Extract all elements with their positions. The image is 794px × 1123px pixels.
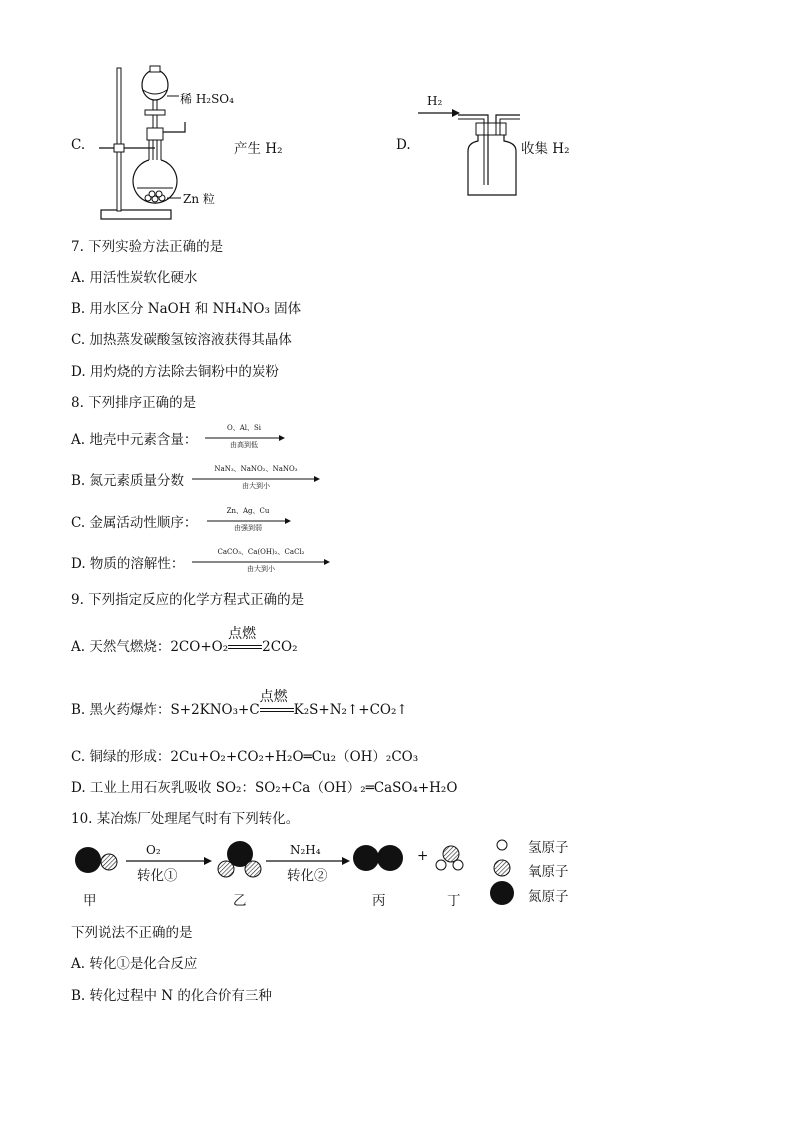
question-9-option-d[interactable]: D. 工业上用石灰乳吸收 SO₂：SO₂+Ca（OH）₂═CaSO₄+H₂O [71,780,458,796]
option-a-products: 2CO₂ [262,639,298,655]
question-8-stem: 8. 下列排序正确的是 [71,395,197,411]
option-b-arrow-top: NaN₃、NaNO₂、NaNO₃ [214,465,298,473]
ding-hydrogen-atom-1 [436,860,446,870]
option-a-arrow-bottom: 由高到低 [230,441,258,449]
option-c-caption: 产生 H₂ [234,141,283,157]
label-jia: 甲 [83,893,97,909]
question-10-option-b[interactable]: B. 转化过程中 N 的化合价有三种 [71,988,272,1004]
question-7-stem: 7. 下列实验方法正确的是 [71,239,224,255]
option-a-reactants: A. 天然气燃烧：2CO+O₂ [71,639,229,655]
legend-nitrogen-icon [490,881,514,905]
question-7-option-d[interactable]: D. 用灼烧的方法除去铜粉中的炭粉 [71,364,279,380]
question-10-option-a[interactable]: A. 转化①是化合反应 [71,956,198,972]
option-c-arrow-top: Zn、Ag、Cu [226,507,270,515]
question-10-stem: 10. 某冶炼厂处理尾气时有下列转化。 [71,811,300,827]
arrow-1-bottom-label: 转化① [137,868,178,884]
ding-hydrogen-atom-2 [453,860,463,870]
ding-oxygen-atom [443,846,459,862]
arrow-2-top-label: N₂H₄ [290,843,321,857]
legend-oxygen-icon [494,860,510,876]
option-b-equals [259,688,294,716]
plus-sign: + [417,848,429,864]
option-a-arrow-top: O、Al、Si [226,424,262,432]
zinc-label: Zn 粒 [183,192,215,206]
question-8-option-c[interactable]: C. 金属活动性顺序： [71,515,198,531]
option-b-reactants: B. 黑火药爆炸：S+2KNO₃+C [71,702,260,718]
label-yi: 乙 [233,893,247,909]
question-8-option-b[interactable]: B. 氮元素质量分数 [71,473,185,489]
question-8-option-d[interactable]: D. 物质的溶解性： [71,556,185,572]
label-ding: 丁 [447,893,461,909]
option-b-products: K₂S+N₂↑+CO₂↑ [293,702,408,718]
option-c-label: C. [71,137,86,153]
bing-nitrogen-atom-2 [377,845,403,871]
arrow-1-top-label: O₂ [146,843,161,857]
yi-oxygen-atom-2 [245,861,261,877]
legend-hydrogen-icon [497,840,507,850]
legend-nitrogen-label: 氮原子 [528,889,569,905]
option-d-arrow-top: CaCO₃、Ca(OH)₂、CaCl₂ [217,548,305,556]
dilute-acid-label: 稀 H₂SO₄ [180,92,234,106]
jia-oxygen-atom [101,854,117,870]
option-d-caption: 收集 H₂ [521,141,570,157]
jia-nitrogen-atom [75,847,101,873]
option-a-equals [228,625,262,653]
option-d-label: D. [396,137,411,153]
question-9-option-c[interactable]: C. 铜绿的形成：2Cu+O₂+CO₂+H₂O═Cu₂（OH）₂CO₃ [71,749,419,765]
question-10-substem: 下列说法不正确的是 [71,925,193,941]
option-b-condition: 点燃 [259,688,288,705]
atom-legend [486,835,522,907]
option-b-arrow-bottom: 由大到小 [242,482,270,490]
option-c-arrow-bottom: 由强到弱 [234,524,262,532]
question-9-option-a[interactable] [71,625,298,655]
option-d-arrow-bottom: 由大到小 [247,565,275,573]
bing-nitrogen-atom-1 [353,845,379,871]
label-bing: 丙 [372,893,386,909]
h2-inlet-label: H₂ [427,94,443,108]
gas-collection-bottle [418,105,528,200]
question-9-stem: 9. 下列指定反应的化学方程式正确的是 [71,592,305,608]
legend-oxygen-label: 氧原子 [528,864,569,880]
yi-oxygen-atom-1 [218,861,234,877]
question-7-option-a[interactable]: A. 用活性炭软化硬水 [71,270,198,286]
question-7-option-b[interactable]: B. 用水区分 NaOH 和 NH₄NO₃ 固体 [71,301,302,317]
question-9-option-b[interactable] [71,688,408,718]
question-8-option-a[interactable]: A. 地壳中元素含量： [71,432,198,448]
option-a-condition: 点燃 [228,625,257,642]
arrow-2-bottom-label: 转化② [287,868,328,884]
question-7-option-c[interactable]: C. 加热蒸发碳酸氢铵溶液获得其晶体 [71,332,292,348]
legend-hydrogen-label: 氢原子 [528,840,569,856]
